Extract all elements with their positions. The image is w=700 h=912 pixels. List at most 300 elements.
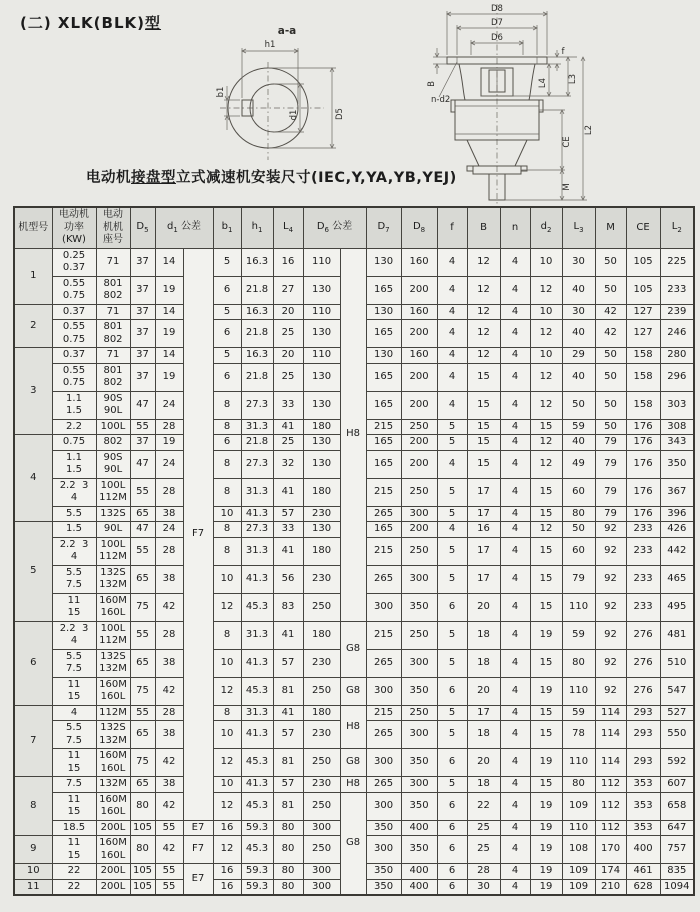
cell-D7: 165 xyxy=(366,450,401,478)
cell-D8: 400 xyxy=(401,879,437,895)
cell-D5: 37 xyxy=(130,304,155,320)
cell-frame: 160M 160L xyxy=(96,836,130,864)
cell-D8: 160 xyxy=(401,348,437,364)
cell-d1: 28 xyxy=(155,419,183,435)
cell-model: 9 xyxy=(14,836,52,864)
cell-D8: 350 xyxy=(401,749,437,777)
cell-L3: 108 xyxy=(562,836,595,864)
cell-D5: 105 xyxy=(130,879,155,895)
cell-CE: 176 xyxy=(626,506,660,522)
cell-D8: 200 xyxy=(401,522,437,538)
cell-f: 4 xyxy=(437,276,467,304)
cell-f: 6 xyxy=(437,792,467,820)
cell-d1: 55 xyxy=(155,864,183,880)
cell-b1: 6 xyxy=(213,435,241,451)
cell-D5: 65 xyxy=(130,506,155,522)
cell-D6: 250 xyxy=(303,677,340,705)
cell-D5: 75 xyxy=(130,749,155,777)
cell-b1: 8 xyxy=(213,621,241,649)
cell-D7: 165 xyxy=(366,435,401,451)
caption-part-2: 接盘型 xyxy=(131,170,176,186)
cell-L4: 41 xyxy=(273,478,303,506)
cell-D6: 110 xyxy=(303,248,340,276)
cell-d2: 19 xyxy=(530,749,562,777)
cell-CE: 176 xyxy=(626,435,660,451)
cell-L3: 49 xyxy=(562,450,595,478)
cell-D8: 160 xyxy=(401,248,437,276)
cell-frame: 801 802 xyxy=(96,276,130,304)
cell-frame: 100L 112M xyxy=(96,478,130,506)
column-header-5: $b_1$ xyxy=(213,207,241,248)
cell-CE: 127 xyxy=(626,304,660,320)
cell-f: 5 xyxy=(437,435,467,451)
cell-n: 4 xyxy=(500,593,530,621)
cell-L4: 41 xyxy=(273,621,303,649)
cell-D6: 110 xyxy=(303,304,340,320)
dim-label-d7: D7 xyxy=(491,18,503,28)
cell-d6-tolerance: H8 xyxy=(340,777,366,793)
cell-CE: 461 xyxy=(626,864,660,880)
cell-D6: 130 xyxy=(303,276,340,304)
cell-f: 5 xyxy=(437,565,467,593)
cell-L2: 239 xyxy=(660,304,694,320)
cell-L2: 592 xyxy=(660,749,694,777)
cell-D8: 200 xyxy=(401,391,437,419)
column-header-8: $D_6$ 公差 xyxy=(303,207,366,248)
cell-D5: 65 xyxy=(130,565,155,593)
cell-power: 1.1 1.5 xyxy=(52,450,96,478)
cell-D6: 230 xyxy=(303,777,340,793)
cell-f: 4 xyxy=(437,348,467,364)
cell-B: 25 xyxy=(467,820,500,836)
cell-B: 12 xyxy=(467,320,500,348)
cell-d2: 15 xyxy=(530,593,562,621)
cell-power: 7.5 xyxy=(52,777,96,793)
cell-d2: 12 xyxy=(530,363,562,391)
cell-frame: 132M xyxy=(96,777,130,793)
cell-L3: 30 xyxy=(562,304,595,320)
cell-model: 10 xyxy=(14,864,52,880)
cell-D5: 65 xyxy=(130,777,155,793)
cell-L4: 56 xyxy=(273,565,303,593)
cell-h1: 27.3 xyxy=(241,522,273,538)
page-title xyxy=(20,12,161,33)
cell-D5: 105 xyxy=(130,820,155,836)
cell-B: 16 xyxy=(467,522,500,538)
cell-power: 0.55 0.75 xyxy=(52,320,96,348)
cell-D6: 230 xyxy=(303,649,340,677)
cell-frame: 71 xyxy=(96,348,130,364)
cell-h1: 59.3 xyxy=(241,879,273,895)
cell-D8: 300 xyxy=(401,506,437,522)
cell-L3: 79 xyxy=(562,565,595,593)
cell-d6-tolerance: H8 xyxy=(340,705,366,749)
cell-d2: 15 xyxy=(530,537,562,565)
cell-h1: 27.3 xyxy=(241,450,273,478)
cell-D8: 400 xyxy=(401,820,437,836)
cell-frame: 200L xyxy=(96,864,130,880)
cell-L4: 80 xyxy=(273,879,303,895)
cell-d1-tolerance: E7 xyxy=(183,864,213,896)
cell-power: 0.75 xyxy=(52,435,96,451)
cell-L3: 59 xyxy=(562,621,595,649)
cell-n: 4 xyxy=(500,276,530,304)
cell-power: 5.5 xyxy=(52,506,96,522)
cell-D5: 47 xyxy=(130,450,155,478)
cell-h1: 21.8 xyxy=(241,363,273,391)
cell-L2: 280 xyxy=(660,348,694,364)
cell-B: 12 xyxy=(467,348,500,364)
cell-n: 4 xyxy=(500,820,530,836)
cell-h1: 45.3 xyxy=(241,836,273,864)
cell-h1: 41.3 xyxy=(241,565,273,593)
cell-L3: 110 xyxy=(562,593,595,621)
cell-b1: 12 xyxy=(213,792,241,820)
cell-n: 4 xyxy=(500,522,530,538)
cell-h1: 31.3 xyxy=(241,621,273,649)
cell-D6: 130 xyxy=(303,363,340,391)
cell-D5: 47 xyxy=(130,522,155,538)
cell-B: 17 xyxy=(467,478,500,506)
cell-M: 92 xyxy=(595,537,626,565)
cell-d2: 19 xyxy=(530,677,562,705)
cell-D5: 80 xyxy=(130,836,155,864)
cell-D8: 250 xyxy=(401,621,437,649)
cell-D7: 300 xyxy=(366,749,401,777)
cell-CE: 276 xyxy=(626,621,660,649)
cell-d1: 24 xyxy=(155,450,183,478)
cell-M: 79 xyxy=(595,478,626,506)
column-header-15: $L_3$ xyxy=(562,207,595,248)
cell-L2: 426 xyxy=(660,522,694,538)
dim-label-d8: D8 xyxy=(491,4,503,14)
cell-D6: 180 xyxy=(303,419,340,435)
cell-f: 4 xyxy=(437,304,467,320)
cell-D5: 37 xyxy=(130,363,155,391)
cell-L4: 57 xyxy=(273,506,303,522)
cell-h1: 31.3 xyxy=(241,705,273,721)
cell-B: 17 xyxy=(467,705,500,721)
cell-M: 112 xyxy=(595,820,626,836)
cell-M: 92 xyxy=(595,593,626,621)
cell-D5: 105 xyxy=(130,864,155,880)
cell-CE: 105 xyxy=(626,248,660,276)
cell-CE: 400 xyxy=(626,836,660,864)
cell-CE: 176 xyxy=(626,450,660,478)
cell-B: 17 xyxy=(467,565,500,593)
cell-D7: 300 xyxy=(366,792,401,820)
cell-B: 15 xyxy=(467,391,500,419)
cell-CE: 176 xyxy=(626,419,660,435)
cell-L3: 109 xyxy=(562,879,595,895)
cell-M: 92 xyxy=(595,621,626,649)
cell-D7: 130 xyxy=(366,248,401,276)
cell-B: 15 xyxy=(467,419,500,435)
cell-L4: 83 xyxy=(273,593,303,621)
cell-D5: 37 xyxy=(130,320,155,348)
cell-power: 11 15 xyxy=(52,749,96,777)
cell-D7: 350 xyxy=(366,820,401,836)
cell-CE: 158 xyxy=(626,363,660,391)
cell-power: 5.5 7.5 xyxy=(52,649,96,677)
cell-D5: 80 xyxy=(130,792,155,820)
cell-CE: 176 xyxy=(626,478,660,506)
cell-B: 15 xyxy=(467,363,500,391)
dim-label-l3: L3 xyxy=(568,73,578,85)
cell-model: 2 xyxy=(14,304,52,348)
cell-model: 3 xyxy=(14,348,52,435)
cell-D7: 265 xyxy=(366,506,401,522)
cell-D7: 130 xyxy=(366,348,401,364)
cell-d2: 19 xyxy=(530,820,562,836)
cell-L2: 495 xyxy=(660,593,694,621)
cell-D7: 265 xyxy=(366,721,401,749)
cell-d1: 38 xyxy=(155,506,183,522)
cell-M: 92 xyxy=(595,565,626,593)
cell-L2: 246 xyxy=(660,320,694,348)
cell-f: 5 xyxy=(437,649,467,677)
cell-frame: 100L 112M xyxy=(96,537,130,565)
cell-B: 22 xyxy=(467,792,500,820)
cell-b1: 10 xyxy=(213,565,241,593)
cell-f: 6 xyxy=(437,836,467,864)
dim-label-d1: d1 xyxy=(289,109,299,121)
cell-b1: 5 xyxy=(213,348,241,364)
cell-n: 4 xyxy=(500,304,530,320)
cell-h1: 41.3 xyxy=(241,506,273,522)
cell-d1: 42 xyxy=(155,792,183,820)
cell-d1-tolerance: F7 xyxy=(183,836,213,864)
cell-power: 0.37 xyxy=(52,348,96,364)
cell-b1: 10 xyxy=(213,721,241,749)
cell-h1: 45.3 xyxy=(241,749,273,777)
cell-L3: 59 xyxy=(562,419,595,435)
cell-h1: 41.3 xyxy=(241,721,273,749)
cell-M: 210 xyxy=(595,879,626,895)
cell-n: 4 xyxy=(500,565,530,593)
cell-n: 4 xyxy=(500,677,530,705)
cell-M: 170 xyxy=(595,836,626,864)
cell-frame: 90S 90L xyxy=(96,450,130,478)
cell-d2: 12 xyxy=(530,391,562,419)
column-header-7: $L_4$ xyxy=(273,207,303,248)
cell-D6: 300 xyxy=(303,879,340,895)
cell-D5: 65 xyxy=(130,721,155,749)
cell-D5: 37 xyxy=(130,276,155,304)
cell-frame: 132S 132M xyxy=(96,721,130,749)
cell-frame: 71 xyxy=(96,248,130,276)
cell-D8: 400 xyxy=(401,864,437,880)
cell-D5: 55 xyxy=(130,419,155,435)
cell-d2: 15 xyxy=(530,721,562,749)
cell-L3: 60 xyxy=(562,537,595,565)
cell-D7: 130 xyxy=(366,304,401,320)
cell-CE: 353 xyxy=(626,792,660,820)
column-header-10: $D_8$ xyxy=(401,207,437,248)
cell-CE: 105 xyxy=(626,276,660,304)
cell-b1: 16 xyxy=(213,879,241,895)
cell-B: 28 xyxy=(467,864,500,880)
cell-L3: 109 xyxy=(562,864,595,880)
cell-D6: 250 xyxy=(303,792,340,820)
cell-D7: 165 xyxy=(366,522,401,538)
dim-label-f: f xyxy=(561,47,565,57)
cell-d2: 15 xyxy=(530,565,562,593)
cell-D7: 300 xyxy=(366,836,401,864)
cell-frame: 132S xyxy=(96,506,130,522)
cell-frame: 801 802 xyxy=(96,363,130,391)
cell-L2: 367 xyxy=(660,478,694,506)
title-text: (二) XLK(BLK) xyxy=(20,14,146,32)
cell-d2: 19 xyxy=(530,792,562,820)
caption-part-1: 电动机 xyxy=(86,170,131,186)
cell-d2: 15 xyxy=(530,506,562,522)
cell-M: 42 xyxy=(595,304,626,320)
cell-CE: 233 xyxy=(626,593,660,621)
cell-d2: 10 xyxy=(530,248,562,276)
cell-power: 18.5 xyxy=(52,820,96,836)
cell-power: 0.55 0.75 xyxy=(52,363,96,391)
cell-power: 2.2 3 4 xyxy=(52,621,96,649)
cell-d1: 55 xyxy=(155,820,183,836)
cell-d2: 12 xyxy=(530,522,562,538)
cell-L3: 59 xyxy=(562,705,595,721)
cell-L2: 308 xyxy=(660,419,694,435)
column-header-3: $D_5$ xyxy=(130,207,155,248)
cell-h1: 31.3 xyxy=(241,478,273,506)
cell-L3: 40 xyxy=(562,320,595,348)
cell-D8: 250 xyxy=(401,478,437,506)
cell-B: 12 xyxy=(467,276,500,304)
cell-power: 11 15 xyxy=(52,792,96,820)
cell-B: 20 xyxy=(467,677,500,705)
cell-d2: 12 xyxy=(530,435,562,451)
cell-n: 4 xyxy=(500,450,530,478)
cell-d1: 55 xyxy=(155,879,183,895)
cell-B: 25 xyxy=(467,836,500,864)
dim-label-d5: D5 xyxy=(335,108,345,120)
cell-b1: 8 xyxy=(213,391,241,419)
cell-D5: 65 xyxy=(130,649,155,677)
cell-D8: 300 xyxy=(401,565,437,593)
cell-D5: 47 xyxy=(130,391,155,419)
cell-f: 5 xyxy=(437,705,467,721)
cell-d2: 19 xyxy=(530,621,562,649)
cell-CE: 158 xyxy=(626,391,660,419)
cell-model: 7 xyxy=(14,705,52,777)
cell-d1: 19 xyxy=(155,363,183,391)
cell-model: 4 xyxy=(14,435,52,522)
cell-frame: 71 xyxy=(96,304,130,320)
cell-CE: 127 xyxy=(626,320,660,348)
dim-label-m: M xyxy=(562,183,572,191)
cell-B: 18 xyxy=(467,777,500,793)
cell-M: 92 xyxy=(595,522,626,538)
cell-D7: 300 xyxy=(366,593,401,621)
cell-frame: 132S 132M xyxy=(96,649,130,677)
column-header-0: 机型号 xyxy=(14,207,52,248)
cell-b1: 5 xyxy=(213,304,241,320)
cell-power: 2.2 xyxy=(52,419,96,435)
cell-L4: 80 xyxy=(273,836,303,864)
cell-L2: 1094 xyxy=(660,879,694,895)
cell-CE: 233 xyxy=(626,565,660,593)
cell-model: 8 xyxy=(14,777,52,836)
cell-n: 4 xyxy=(500,478,530,506)
cell-n: 4 xyxy=(500,836,530,864)
cell-D5: 55 xyxy=(130,537,155,565)
cell-CE: 353 xyxy=(626,820,660,836)
cell-M: 112 xyxy=(595,792,626,820)
cell-n: 4 xyxy=(500,435,530,451)
cell-n: 4 xyxy=(500,721,530,749)
cell-d1: 19 xyxy=(155,435,183,451)
cell-D7: 265 xyxy=(366,565,401,593)
dim-label-d6: D6 xyxy=(491,33,503,43)
cell-L3: 110 xyxy=(562,749,595,777)
cell-d1: 38 xyxy=(155,565,183,593)
cell-h1: 59.3 xyxy=(241,864,273,880)
cell-M: 50 xyxy=(595,419,626,435)
cell-D8: 200 xyxy=(401,276,437,304)
cell-power: 11 15 xyxy=(52,593,96,621)
cell-d2: 10 xyxy=(530,348,562,364)
cell-b1: 8 xyxy=(213,537,241,565)
cell-b1: 6 xyxy=(213,276,241,304)
cell-n: 4 xyxy=(500,320,530,348)
cell-B: 12 xyxy=(467,304,500,320)
cell-b1: 12 xyxy=(213,749,241,777)
cell-n: 4 xyxy=(500,649,530,677)
cell-D8: 350 xyxy=(401,677,437,705)
cell-M: 92 xyxy=(595,677,626,705)
cell-CE: 158 xyxy=(626,348,660,364)
cell-power: 5.5 7.5 xyxy=(52,565,96,593)
cell-d1: 28 xyxy=(155,478,183,506)
cell-b1: 10 xyxy=(213,649,241,677)
cell-b1: 5 xyxy=(213,248,241,276)
cell-L3: 30 xyxy=(562,248,595,276)
cell-n: 4 xyxy=(500,879,530,895)
cell-frame: 100L xyxy=(96,419,130,435)
cell-d1: 38 xyxy=(155,777,183,793)
cell-L3: 109 xyxy=(562,792,595,820)
cell-D6: 300 xyxy=(303,864,340,880)
cell-d1: 38 xyxy=(155,649,183,677)
column-header-17: CE xyxy=(626,207,660,248)
cell-power: 0.37 xyxy=(52,304,96,320)
cell-M: 50 xyxy=(595,248,626,276)
cell-B: 17 xyxy=(467,537,500,565)
cell-L3: 80 xyxy=(562,506,595,522)
cell-h1: 41.3 xyxy=(241,777,273,793)
cell-D6: 230 xyxy=(303,565,340,593)
cell-L4: 57 xyxy=(273,721,303,749)
cell-f: 4 xyxy=(437,363,467,391)
cell-d6-tolerance: G8 xyxy=(340,792,366,895)
cell-d1: 24 xyxy=(155,391,183,419)
cell-d1: 14 xyxy=(155,348,183,364)
cell-L2: 303 xyxy=(660,391,694,419)
column-header-9: $D_7$ xyxy=(366,207,401,248)
column-header-14: $d_2$ xyxy=(530,207,562,248)
title-suffix: 型 xyxy=(145,14,162,32)
cell-f: 6 xyxy=(437,864,467,880)
cell-D6: 250 xyxy=(303,836,340,864)
column-header-6: $h_1$ xyxy=(241,207,273,248)
cell-D7: 350 xyxy=(366,879,401,895)
cell-d1-tolerance: F7 xyxy=(183,248,213,820)
